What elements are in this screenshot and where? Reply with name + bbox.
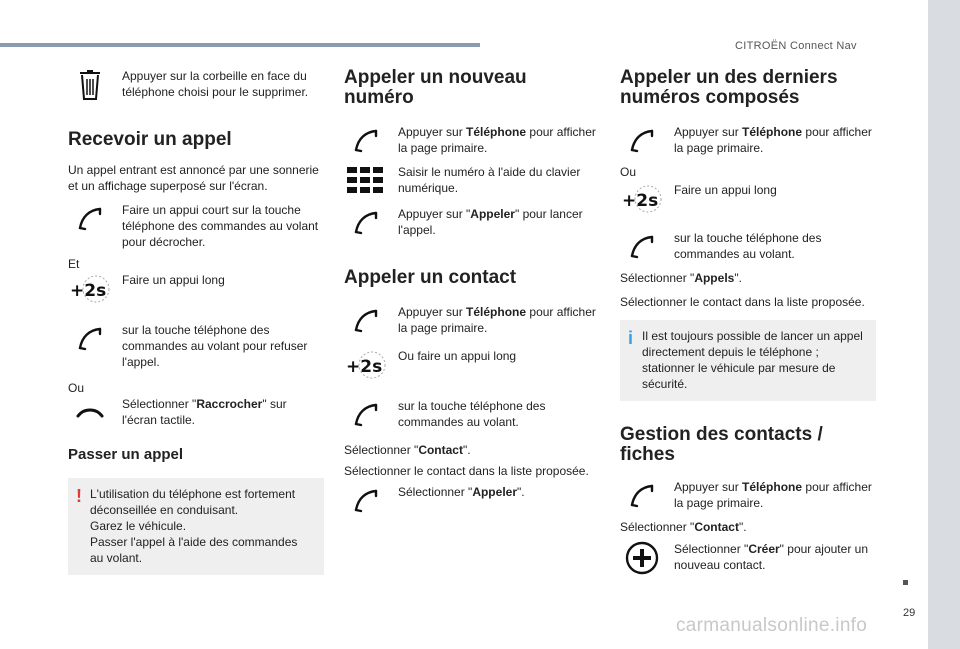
keypad-icon [344,164,388,198]
receive-intro: Un appel entrant est annoncé par une sonnerie et un affichage superposé sur l'écran. [68,163,319,193]
manage-contacts-title: Gestion des contacts / fiches [620,424,823,465]
phone-handset-icon [344,304,388,338]
hangup-step: Sélectionner "Raccrocher" sur l'écran tactile. [68,396,324,430]
recent-calls-title: Appeler un des derniers numéros composés [620,67,838,108]
create-step: Sélectionner "Créer" pour ajouter un nouveau contact. [620,541,876,575]
new-step-2: Saisir le numéro à l'aide du clavier numérique. [344,164,600,198]
page-number: 29 [903,607,916,619]
select-list-text: Sélectionner le contact dans la liste proposée. [620,295,865,309]
select-calls-text: Sélectionner "Appels". [620,271,742,285]
svg-text:+2s: +2s [346,357,383,377]
column-2 [344,60,600,518]
watermark: carmanualsonline.info [676,615,868,636]
phone-handset-icon [68,322,112,356]
long-press-icon [344,348,388,382]
call-step: Sélectionner "Appeler". [344,484,600,518]
hang-up-icon [68,396,112,430]
phone-handset-icon [620,124,664,158]
long-press-icon [620,182,664,216]
receive-step-1: Faire un appui court sur la touche téléphone des commandes au volant pour décrocher. [68,202,324,250]
et-label: Et [68,257,80,271]
column-3 [620,60,876,575]
phone-handset-icon [344,398,388,432]
svg-text:+2s: +2s [622,191,659,211]
recent-step-1: Appuyer sur Téléphone pour afficher la page primaire. [620,124,876,158]
phone-handset-icon [344,484,388,518]
add-contact-icon [620,541,664,575]
receive-call-title: Recevoir un appel [68,129,232,150]
ou-label: Ou [68,381,85,395]
header-title: CITROËN Connect Nav [735,40,857,52]
new-step-3: Appuyer sur "Appeler" pour lancer l'appel. [344,206,600,240]
contact-step-3: sur la touche téléphone des commandes au volant. [344,398,600,432]
manage-step-1: Appuyer sur Téléphone pour afficher la page primaire. [620,479,876,513]
page-sidebar [928,0,960,649]
new-number-title: Appeler un nouveau numéro [344,67,527,108]
phone-handset-icon [68,202,112,236]
recent-step-2: +2s Faire un appui long [620,182,876,216]
info-icon: i [628,328,634,348]
long-press-icon [68,272,112,306]
receive-step-2: +2s Faire un appui long [68,272,324,306]
contact-title: Appeler un contact [344,267,517,288]
phone-handset-icon [620,230,664,264]
receive-step-3: sur la touche téléphone des commandes au volant pour refuser l'appel. [68,322,324,370]
select-contact-text: Sélectionner "Contact". [620,520,747,534]
select-list-text: Sélectionner le contact dans la liste proposée. [344,464,589,478]
phone-handset-icon [344,206,388,240]
warning-icon: ! [76,486,82,506]
contact-step-1: Appuyer sur Téléphone pour afficher la page primaire. [344,304,600,338]
page-marker [903,580,908,585]
ou-label: Ou [620,165,637,179]
select-contact-text: Sélectionner "Contact". [344,443,471,457]
trash-step: Appuyer sur la corbeille en face du téléphone choisi pour le supprimer. [68,68,324,102]
make-call-title: Passer un appel [68,446,184,463]
svg-text:+2s: +2s [70,281,107,301]
column-1 [68,60,324,575]
phone-handset-icon [344,124,388,158]
new-step-1: Appuyer sur Téléphone pour afficher la page primaire. [344,124,600,158]
contact-step-2: +2s Ou faire un appui long [344,348,600,382]
trash-icon [68,68,112,102]
info-note: i Il est toujours possible de lancer un appel directement depuis le téléphone ; stationner le véhicule par mesure de sécurité. [620,320,876,401]
phone-handset-icon [620,479,664,513]
warning-note: ! L'utilisation du téléphone est fortement déconseillée en conduisant. Garez le véhicule. Passer l'appel à l'aide des commandes au volant. [68,478,324,575]
header-rule [0,43,480,47]
recent-step-3: sur la touche téléphone des commandes au volant. [620,230,876,264]
